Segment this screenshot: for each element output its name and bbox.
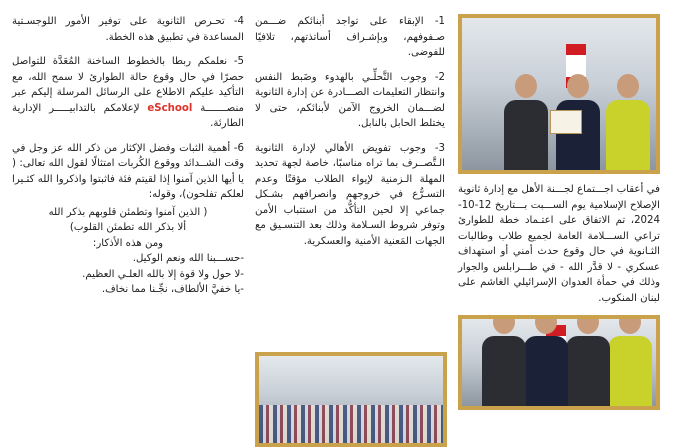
quran-quote-line-1: ( الذين آمنوا وتطمئن قلوبهم بذكر الله: [48, 206, 208, 218]
adhkar-title: ومن هذه الأذكار:: [92, 237, 164, 249]
dhikr-2: -لا حول ولا قوة إلا بالله العلـي العظيم.: [82, 268, 244, 280]
quran-quote-line-2: ألا بذكر الله تطمئن القلوب): [69, 222, 187, 233]
eschool-link[interactable]: eSchool: [147, 102, 193, 114]
point-3: 3- وجوب تفويض الأهالي لإدارة الثانوية الـتَّصــرف بما تراه مناسبًا، خاصة لجهة تحديد المهلة الـزمنية لإيواء الطلاب مؤقتًا وعدم التسـرُّع في خروجهم وانصرافهم بشـكل جماعي إلا لحين التأكُّد من استتباب الأمن وتوفر شروط السـلامة وذلك بعد التنسـيق مع الجهات المَعنية الأمنية والعسكرية.: [255, 142, 445, 247]
right-column: [458, 14, 660, 441]
point-4: 4- تحـرص الثانوية على توفير الأمور اللوجسـتية المساعدة في تطبيق هذه الخطة.: [12, 16, 244, 43]
point-6: 6- أهمية الثبات وفضل الإكثار من ذكر الله عز وجل في وقت الشــدائد ووقوع الكُربات امتثالًا لقول الله تعالى: ( يا أيها الذين آمنوا إذا لقيتم فئة فاثبتوا واذكروا الله كثـيرا لعلكم تفلحون)، وقوله:: [12, 142, 244, 200]
person-figure: [504, 74, 548, 170]
meeting-photo: [458, 14, 660, 174]
left-column: [12, 14, 244, 441]
students-crowd: [259, 405, 443, 443]
person-figure: [482, 315, 526, 406]
schoolyard-photo: [255, 352, 447, 447]
intro-paragraph: في أعقاب اجـــتماع لجـــنة الأهل مع إدارة ثانوية الإصلاح الإسلامية يوم الســـبت بـــتاريخ 12-10-2024، تم الاتفاق على اعتـماد خطة للطوارئ تراعي الســـلامة العامة لجميع طلاب وطالبات الثـانوية في حال وقوع حدث أمني أو استهداف عسكري - لا قدَّر الله - في طـــرابلس والجوار وذلك في حمأة العدوان الإسرائيلي الغاشم على لبنان المنكوب.: [458, 184, 660, 304]
point-1: 1- الإبقاء على تواجد أبنائكم ضـــمن صـفوفهم، وبإشـراف أساتذتهم، تلافيًا للفوضى.: [255, 16, 445, 58]
dhikr-3: -يا خفيَّ الألطاف، نجِّـنا مما نخاف.: [101, 284, 244, 295]
person-figure: [524, 315, 568, 406]
certificate-photo: [458, 315, 660, 410]
certificate-icon: [550, 110, 582, 134]
person-figure: [606, 74, 650, 170]
person-figure: [566, 315, 610, 406]
person-figure: [608, 315, 652, 406]
point-5-text: 5- نعلمكم ربطا بالخطوط الساخنة المُعَدَّة للتواصل حصرًا في حال وقوع حالة الطوارئ لا سمح الله، مع التأكيد عليكم الاطلاع على الرسائل المرسلة إليكم عبر منصـــــــة: [12, 56, 244, 114]
point-2: 2- وجوب التَّحلِّـي بالهدوء وضَبط النفس وانتظار التعليمات الصـــادرة عن إدارة الثانوية لضـــمان الخروج الآمن لأبنائكم، حتى لا يختلط الحابل بالنابل.: [255, 71, 445, 129]
point-5: [12, 54, 244, 132]
point-5-text-end: لإعلامكم بالتدابيـــــر الإدارية الطارئة.: [12, 102, 244, 129]
dhikr-1: -حســـبنا الله ونعم الوكيل.: [132, 253, 244, 264]
